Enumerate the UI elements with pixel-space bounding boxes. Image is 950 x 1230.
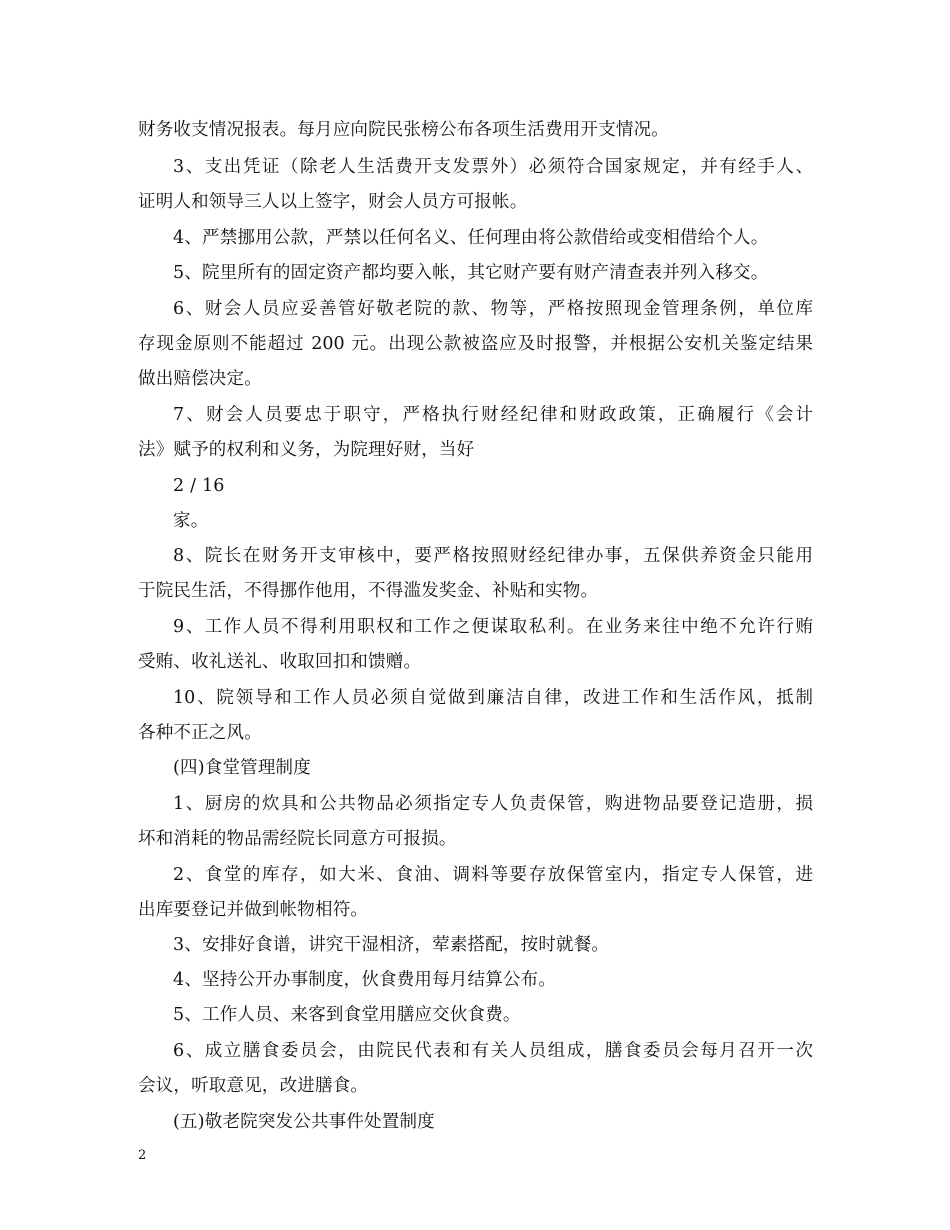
text-line: 法》赋予的权利和义务，为院理好财，当好 <box>138 440 475 460</box>
text-line: 1、厨房的炊具和公共物品必须指定专人负责保管，购进物品要登记造册，损 <box>173 794 813 814</box>
text-line: 受贿、收礼送礼、收取回扣和馈赠。 <box>138 652 422 672</box>
text-line: 6、成立膳食委员会，由院民代表和有关人员组成，膳食委员会每月召开一次 <box>173 1041 813 1061</box>
section-heading: (四)食堂管理制度 <box>173 758 311 778</box>
section-heading: (五)敬老院突发公共事件处置制度 <box>173 1112 435 1132</box>
text-line: 6、财会人员应妥善管好敬老院的款、物等，严格按照现金管理条例，单位库 <box>173 299 813 319</box>
text-line: 3、支出凭证（除老人生活费开支发票外）必须符合国家规定，并有经手人、 <box>173 157 813 177</box>
text-line: 做出赔偿决定。 <box>138 369 262 389</box>
text-line: 4、坚持公开办事制度，伙食费用每月结算公布。 <box>173 970 557 990</box>
text-line: 10、院领导和工作人员必须自觉做到廉洁自律，改进工作和生活作风，抵制 <box>173 688 813 708</box>
text-line: 5、院里所有的固定资产都均要入帐，其它财产要有财产清查表并列入移交。 <box>173 263 769 283</box>
text-line: 会议，听取意见，改进膳食。 <box>138 1076 369 1096</box>
text-line: 7、财会人员要忠于职守，严格执行财经纪律和财政政策，正确履行《会计 <box>173 405 813 425</box>
text-line: 证明人和领导三人以上签字，财会人员方可报帐。 <box>138 192 528 212</box>
text-line: 8、院长在财务开支审核中，要严格按照财经纪律办事，五保供养资金只能用 <box>173 546 813 566</box>
text-line: 2、食堂的库存，如大米、食油、调料等要存放保管室内，指定专人保管，进 <box>173 865 813 885</box>
text-line: 出库要登记并做到帐物相符。 <box>138 900 369 920</box>
text-line: 各种不正之风。 <box>138 723 262 743</box>
text-line: 存现金原则不能超过 200 元。出现公款被盗应及时报警，并根据公安机关鉴定结果 <box>138 334 813 354</box>
text-line: 财务收支情况报表。每月应向院民张榜公布各项生活费用开支情况。 <box>138 120 669 140</box>
text-line: 3、安排好食谱，讲究干湿相济，荤素搭配，按时就餐。 <box>173 935 610 955</box>
text-line: 4、严禁挪用公款，严禁以任何名义、任何理由将公款借给或变相借给个人。 <box>173 228 769 248</box>
text-line: 9、工作人员不得利用职权和工作之便谋取私利。在业务来往中绝不允许行贿 <box>173 617 813 637</box>
text-line: 家。 <box>173 511 209 531</box>
page-indicator: 2 / 16 <box>173 476 225 496</box>
text-line: 5、工作人员、来客到食堂用膳应交伙食费。 <box>173 1005 521 1025</box>
footer-page-number: 2 <box>138 1148 147 1163</box>
text-line: 坏和消耗的物品需经院长同意方可报损。 <box>138 829 457 849</box>
text-line: 于院民生活，不得挪作他用，不得滥发奖金、补贴和实物。 <box>138 581 599 601</box>
